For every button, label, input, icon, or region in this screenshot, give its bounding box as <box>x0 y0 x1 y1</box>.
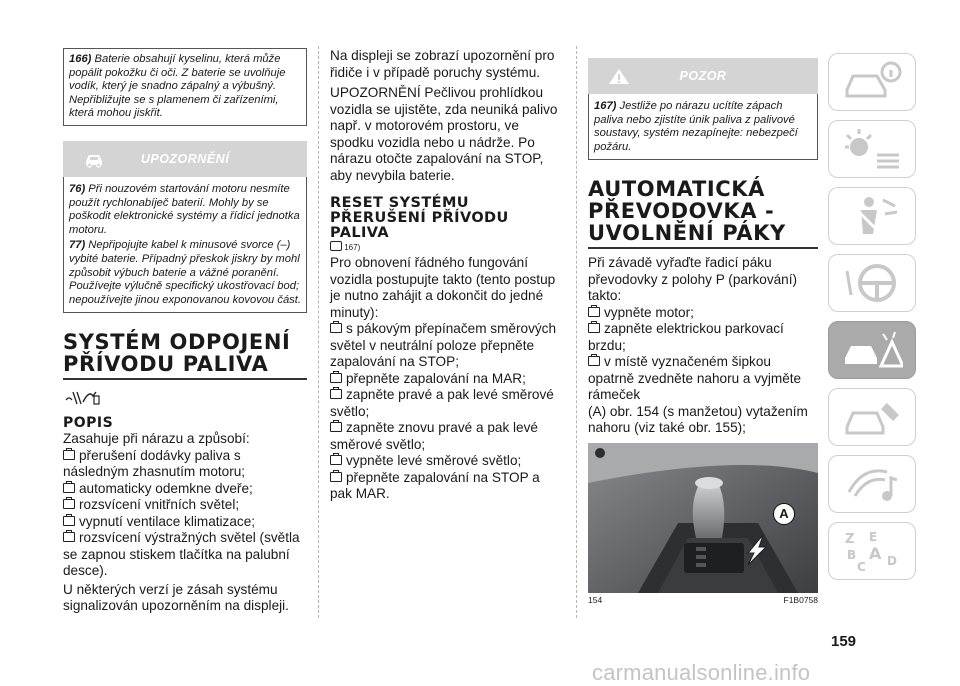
multimedia-icon <box>843 462 903 506</box>
checkbox-icon <box>588 323 600 333</box>
car-service-icon <box>843 395 903 439</box>
caution-header <box>588 58 818 94</box>
note-77: 77) Nepřipojujte kabel k minusové svorce (–) vybité baterie. Případný přeskok jiskry by mohl způsobit výbuch baterie a vážné poranění. Používejte výlučně specifický ukostřovací bod; nepoužívejte jinou exponovanou kovovou část. <box>69 239 301 306</box>
alphabet-index-icon <box>843 529 903 573</box>
warning-body <box>63 177 307 313</box>
car-warning-icon <box>83 151 105 168</box>
intro-text: Pro obnovení řádného fungování vozidla postupujte takto (tento postup je nutno zahájit a dokončit do jedné minuty): <box>330 255 556 320</box>
checkbox-icon <box>63 483 75 493</box>
column-divider <box>576 46 578 618</box>
note-76: 76) Při nouzovém startování motoru nesmíte použít rychlonabíječ baterií. Mohly by se poškodit elektronické systémy a řídicí jednotka motoru. <box>69 182 300 236</box>
checkbox-icon <box>588 356 600 366</box>
section-title: SYSTÉM ODPOJENÍ PŘÍVODU PALIVA <box>63 331 307 380</box>
checkbox-icon <box>330 455 342 465</box>
checkbox-icon <box>330 373 342 383</box>
intro-text: Při závadě vyřaďte řadicí páku převodovky z polohy P (parkování) takto: <box>588 255 798 304</box>
seatbelt-icon <box>843 194 903 238</box>
list-item: přerušení dodávky paliva s následným zhasnutím motoru; <box>63 447 246 480</box>
list-item: s pákovým přepínačem směrových světel v neutrální poloze přepněte zapalování na STOP; <box>330 321 557 369</box>
warning-triangle-icon <box>608 68 630 85</box>
note-167: 167) Jestliže po nárazu ucítíte zápach paliva nebo zjistíte únik paliva z palivové soustavy, systém nezapínejte: nebezpečí požáru. <box>594 100 798 153</box>
figure-number: 154 <box>588 594 603 605</box>
column-left <box>63 48 307 615</box>
svg-text:D: D <box>887 554 897 568</box>
tab-safety[interactable] <box>828 187 916 245</box>
list-item: rozsvícení výstražných světel (světla se zapnou stiskem tlačítka na palubní desce). <box>63 530 300 579</box>
lights-icon <box>843 127 903 171</box>
note-box-166 <box>63 48 307 126</box>
reference-marker: 167) <box>330 241 560 252</box>
svg-text:Z: Z <box>845 532 855 547</box>
column-right <box>588 58 818 605</box>
list-item: zapněte pravé a pak levé směrové světlo; <box>330 387 554 419</box>
tab-multimedia[interactable] <box>828 455 916 513</box>
warning-header <box>63 141 307 177</box>
intro-text: Zasahuje při nárazu a způsobí: <box>63 431 250 447</box>
checkbox-icon <box>330 323 342 333</box>
list-item: přepněte zapalování na MAR; <box>330 371 560 388</box>
chapter-tabs <box>828 53 916 589</box>
checkbox-icon <box>588 307 600 317</box>
checkbox-icon <box>63 516 75 526</box>
list-item: v místě vyznačeném šipkou opatrně zvedněte nahoru a vyjměte rámeček <box>588 354 802 403</box>
fuel-cutoff-icon <box>63 388 101 406</box>
list-item: zapněte elektrickou parkovací brzdu; <box>588 321 784 353</box>
caution-body <box>588 94 818 160</box>
checkbox-icon <box>63 532 75 542</box>
subheading: POPIS <box>63 415 114 432</box>
warning-ref-icon <box>330 241 342 251</box>
checkbox-icon <box>330 422 342 432</box>
caution-label: POZOR <box>679 69 727 83</box>
tab-maintenance[interactable] <box>828 388 916 446</box>
section-heading <box>63 331 307 380</box>
tab-index[interactable] <box>828 522 916 580</box>
list-item: vypnutí ventilace klimatizace; <box>63 514 307 531</box>
tab-driving[interactable] <box>828 254 916 312</box>
column-middle <box>330 48 560 503</box>
warning-label: UPOZORNĚNÍ <box>140 151 230 166</box>
checkbox-icon <box>63 450 75 460</box>
gear-lever-photo <box>588 443 818 593</box>
svg-text:C: C <box>857 560 866 573</box>
callout-a: A <box>773 503 795 525</box>
outro-text: U některých verzí je zásah systému signalizován upozorněním na displeji. <box>63 581 289 614</box>
list-item: vypněte levé směrové světlo; <box>330 453 560 470</box>
page-number: 159 <box>831 633 857 650</box>
svg-text:B: B <box>847 548 857 562</box>
section-title: RESET SYSTÉMU PŘERUŠENÍ PŘÍVODU PALIVA <box>330 195 509 241</box>
svg-text:A: A <box>869 544 882 563</box>
list-item: zapněte znovu pravé a pak levé směrové světlo; <box>330 420 538 452</box>
list-item: automaticky odemkne dveře; <box>63 481 307 498</box>
paragraph: Na displeji se zobrazí upozornění pro řidiče i v případě poruchy systému. <box>330 48 555 80</box>
tab-emergency[interactable] <box>828 321 916 379</box>
list-item: rozsvícení vnitřních světel; <box>63 497 307 514</box>
column-divider <box>318 46 320 618</box>
steering-wheel-icon <box>843 261 903 305</box>
figure-code: F1B0758 <box>783 594 818 605</box>
tab-lights[interactable] <box>828 120 916 178</box>
list-item: přepněte zapalování na STOP a pak MAR. <box>330 469 540 501</box>
tab-info[interactable] <box>828 53 916 111</box>
section-title: AUTOMATICKÁ PŘEVODOVKA - UVOLNĚNÍ PÁKY <box>588 178 818 249</box>
outro-text: (A) obr. 154 (s manžetou) vytažením nahoru (viz také obr. 155); <box>588 403 808 436</box>
watermark: carmanualsonline.info <box>592 660 811 685</box>
paragraph: UPOZORNĚNÍ Pečlivou prohlídkou vozidla se ujistěte, zda neuniká palivo např. v motorovém prostoru, ve spodku vozidla nebo u nádrže. Po nárazu otočte zapalování na STOP, aby nevybila baterie. <box>330 85 558 183</box>
warning-box <box>63 141 307 313</box>
car-info-icon <box>843 60 903 104</box>
note-166: 166) Baterie obsahují kyselinu, která může popálit pokožku či oči. Z baterie se uvolňuje vodík, který je snadno zápalný a výbušný. Nepřibližujte se s plamenem či zařízeními, která mohou jiskřit. <box>69 53 286 120</box>
list-item: vypněte motor; <box>588 305 818 322</box>
car-breakdown-icon <box>843 328 903 372</box>
checkbox-icon <box>63 499 75 509</box>
caution-box <box>588 58 818 160</box>
figure-caption <box>588 595 818 605</box>
checkbox-icon <box>330 389 342 399</box>
svg-text:E: E <box>869 530 878 544</box>
checkbox-icon <box>330 472 342 482</box>
